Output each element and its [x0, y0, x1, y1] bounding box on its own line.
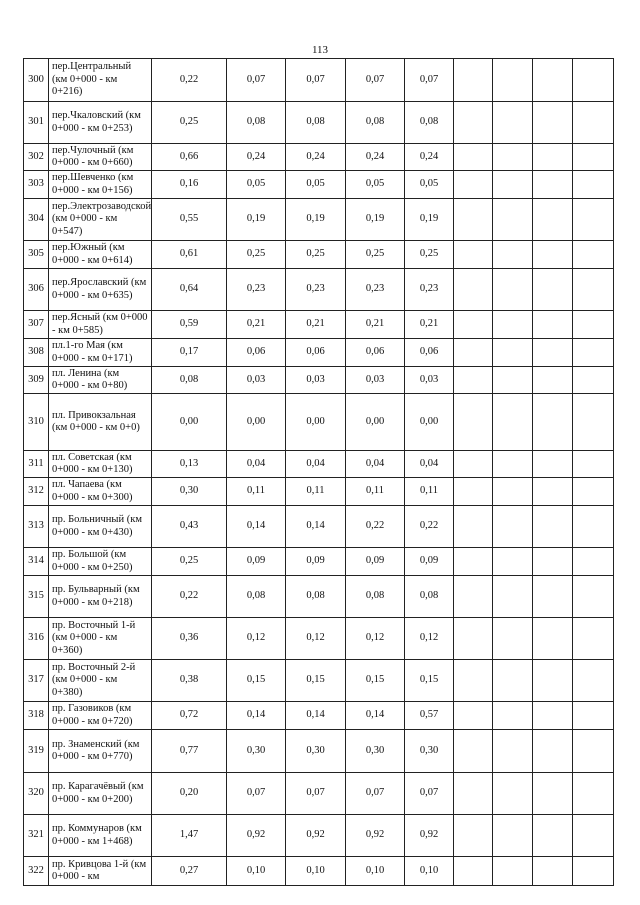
empty-cell: [454, 451, 493, 478]
value-cell: 0,25: [346, 241, 405, 269]
empty-cell: [454, 730, 493, 773]
value-cell: 0,30: [286, 730, 346, 773]
road-name: пер.Чкаловский (км 0+000 - км 0+253): [49, 102, 152, 144]
row-number: 304: [24, 199, 49, 241]
empty-cell: [493, 451, 533, 478]
empty-cell: [533, 171, 573, 199]
value-cell: 0,12: [346, 618, 405, 660]
row-number: 322: [24, 857, 49, 886]
value-cell: 0,30: [405, 730, 454, 773]
value-cell: 0,04: [346, 451, 405, 478]
empty-cell: [454, 857, 493, 886]
value-cell: 0,24: [286, 144, 346, 171]
empty-cell: [454, 339, 493, 367]
row-number: 302: [24, 144, 49, 171]
value-cell: 0,05: [346, 171, 405, 199]
value-cell: 0,92: [227, 815, 286, 857]
value-cell: 0,09: [405, 548, 454, 576]
road-name: пер.Центральный (км 0+000 - км 0+216): [49, 59, 152, 102]
empty-cell: [493, 478, 533, 506]
value-cell: 0,30: [227, 730, 286, 773]
road-name: пл. Советская (км 0+000 - км 0+130): [49, 451, 152, 478]
value-cell: 0,07: [286, 59, 346, 102]
table-row: [24, 339, 614, 367]
row-number: 305: [24, 241, 49, 269]
table-row: [24, 394, 614, 451]
row-number: 313: [24, 506, 49, 548]
value-cell: 0,06: [227, 339, 286, 367]
empty-cell: [454, 311, 493, 339]
value-cell: 0,03: [405, 367, 454, 394]
empty-cell: [454, 241, 493, 269]
row-number: 318: [24, 702, 49, 730]
empty-cell: [573, 171, 614, 199]
empty-cell: [533, 576, 573, 618]
table-row: [24, 660, 614, 702]
value-cell: 0,22: [152, 576, 227, 618]
table-row: [24, 171, 614, 199]
value-cell: 0,06: [346, 339, 405, 367]
value-cell: 0,15: [346, 660, 405, 702]
row-number: 317: [24, 660, 49, 702]
row-number: 310: [24, 394, 49, 451]
value-cell: 0,20: [152, 773, 227, 815]
roads-table: [23, 58, 614, 886]
empty-cell: [454, 815, 493, 857]
value-cell: 0,04: [286, 451, 346, 478]
row-number: 314: [24, 548, 49, 576]
empty-cell: [454, 660, 493, 702]
empty-cell: [533, 311, 573, 339]
empty-cell: [573, 59, 614, 102]
empty-cell: [454, 702, 493, 730]
empty-cell: [493, 660, 533, 702]
empty-cell: [573, 367, 614, 394]
value-cell: 0,23: [405, 269, 454, 311]
value-cell: 0,00: [227, 394, 286, 451]
empty-cell: [533, 367, 573, 394]
road-name: пр. Большой (км 0+000 - км 0+250): [49, 548, 152, 576]
empty-cell: [533, 241, 573, 269]
value-cell: 0,57: [405, 702, 454, 730]
table-row: [24, 199, 614, 241]
value-cell: 0,25: [405, 241, 454, 269]
value-cell: 0,25: [227, 241, 286, 269]
value-cell: 0,38: [152, 660, 227, 702]
empty-cell: [454, 618, 493, 660]
value-cell: 0,08: [227, 576, 286, 618]
page-number: 113: [311, 44, 329, 56]
empty-cell: [573, 241, 614, 269]
row-number: 309: [24, 367, 49, 394]
value-cell: 0,21: [286, 311, 346, 339]
value-cell: 0,13: [152, 451, 227, 478]
empty-cell: [493, 506, 533, 548]
value-cell: 0,10: [405, 857, 454, 886]
table-row: [24, 548, 614, 576]
empty-cell: [493, 618, 533, 660]
empty-cell: [533, 548, 573, 576]
empty-cell: [454, 506, 493, 548]
empty-cell: [573, 857, 614, 886]
value-cell: 0,24: [405, 144, 454, 171]
row-number: 308: [24, 339, 49, 367]
empty-cell: [454, 171, 493, 199]
value-cell: 1,47: [152, 815, 227, 857]
row-number: 312: [24, 478, 49, 506]
empty-cell: [533, 618, 573, 660]
value-cell: 0,14: [227, 506, 286, 548]
value-cell: 0,22: [405, 506, 454, 548]
table-row: [24, 618, 614, 660]
road-name: пр. Карагачёвый (км 0+000 - км 0+200): [49, 773, 152, 815]
empty-cell: [533, 144, 573, 171]
empty-cell: [533, 339, 573, 367]
road-name: пл. Чапаева (км 0+000 - км 0+300): [49, 478, 152, 506]
value-cell: 0,21: [227, 311, 286, 339]
table-row: [24, 506, 614, 548]
value-cell: 0,43: [152, 506, 227, 548]
value-cell: 0,04: [405, 451, 454, 478]
table-row: [24, 311, 614, 339]
value-cell: 0,07: [227, 773, 286, 815]
value-cell: 0,55: [152, 199, 227, 241]
empty-cell: [573, 773, 614, 815]
value-cell: 0,05: [286, 171, 346, 199]
value-cell: 0,03: [227, 367, 286, 394]
row-number: 301: [24, 102, 49, 144]
value-cell: 0,14: [346, 702, 405, 730]
road-name: пер.Ярославский (км 0+000 - км 0+635): [49, 269, 152, 311]
empty-cell: [493, 199, 533, 241]
value-cell: 0,22: [346, 506, 405, 548]
table-row: [24, 451, 614, 478]
value-cell: 0,10: [286, 857, 346, 886]
value-cell: 0,19: [286, 199, 346, 241]
empty-cell: [533, 815, 573, 857]
table-row: [24, 144, 614, 171]
value-cell: 0,92: [286, 815, 346, 857]
value-cell: 0,11: [286, 478, 346, 506]
value-cell: 0,15: [405, 660, 454, 702]
value-cell: 0,12: [227, 618, 286, 660]
empty-cell: [454, 478, 493, 506]
empty-cell: [573, 618, 614, 660]
road-name: пер.Шевченко (км 0+000 - км 0+156): [49, 171, 152, 199]
empty-cell: [573, 660, 614, 702]
value-cell: 0,24: [346, 144, 405, 171]
value-cell: 0,14: [286, 506, 346, 548]
value-cell: 0,19: [346, 199, 405, 241]
road-name: пл.1-го Мая (км 0+000 - км 0+171): [49, 339, 152, 367]
value-cell: 0,25: [152, 102, 227, 144]
table-body: [24, 59, 614, 886]
value-cell: 0,11: [405, 478, 454, 506]
value-cell: 0,06: [405, 339, 454, 367]
value-cell: 0,03: [346, 367, 405, 394]
empty-cell: [493, 702, 533, 730]
value-cell: 0,04: [227, 451, 286, 478]
value-cell: 0,08: [405, 576, 454, 618]
empty-cell: [493, 857, 533, 886]
value-cell: 0,61: [152, 241, 227, 269]
table-row: [24, 576, 614, 618]
value-cell: 0,09: [286, 548, 346, 576]
empty-cell: [454, 199, 493, 241]
empty-cell: [493, 269, 533, 311]
value-cell: 0,05: [227, 171, 286, 199]
row-number: 319: [24, 730, 49, 773]
empty-cell: [454, 367, 493, 394]
value-cell: 0,59: [152, 311, 227, 339]
table-row: [24, 102, 614, 144]
empty-cell: [493, 102, 533, 144]
table-row: [24, 702, 614, 730]
empty-cell: [533, 199, 573, 241]
value-cell: 0,09: [346, 548, 405, 576]
value-cell: 0,07: [405, 773, 454, 815]
empty-cell: [573, 730, 614, 773]
value-cell: 0,21: [346, 311, 405, 339]
road-name: пр. Восточный 1-й (км 0+000 - км 0+360): [49, 618, 152, 660]
table-row: [24, 241, 614, 269]
table-row: [24, 730, 614, 773]
value-cell: 0,07: [346, 59, 405, 102]
value-cell: 0,07: [286, 773, 346, 815]
table-row: [24, 815, 614, 857]
value-cell: 0,36: [152, 618, 227, 660]
empty-cell: [454, 394, 493, 451]
value-cell: 0,11: [227, 478, 286, 506]
value-cell: 0,92: [405, 815, 454, 857]
value-cell: 0,23: [227, 269, 286, 311]
road-name: пер.Ясный (км 0+000 - км 0+585): [49, 311, 152, 339]
value-cell: 0,19: [227, 199, 286, 241]
value-cell: 0,08: [227, 102, 286, 144]
value-cell: 0,08: [286, 576, 346, 618]
table-row: [24, 367, 614, 394]
row-number: 300: [24, 59, 49, 102]
empty-cell: [454, 576, 493, 618]
value-cell: 0,15: [227, 660, 286, 702]
empty-cell: [533, 269, 573, 311]
empty-cell: [533, 394, 573, 451]
value-cell: 0,17: [152, 339, 227, 367]
road-name: пр. Бульварный (км 0+000 - км 0+218): [49, 576, 152, 618]
empty-cell: [573, 102, 614, 144]
empty-cell: [573, 144, 614, 171]
value-cell: 0,10: [346, 857, 405, 886]
empty-cell: [573, 702, 614, 730]
empty-cell: [533, 730, 573, 773]
road-name: пр. Восточный 2-й (км 0+000 - км 0+380): [49, 660, 152, 702]
row-number: 321: [24, 815, 49, 857]
value-cell: 0,06: [286, 339, 346, 367]
value-cell: 0,03: [286, 367, 346, 394]
empty-cell: [533, 773, 573, 815]
value-cell: 0,12: [286, 618, 346, 660]
road-name: пр. Кривцова 1-й (км 0+000 - км: [49, 857, 152, 886]
road-name: пер.Чулочный (км 0+000 - км 0+660): [49, 144, 152, 171]
empty-cell: [533, 506, 573, 548]
value-cell: 0,08: [152, 367, 227, 394]
empty-cell: [533, 702, 573, 730]
empty-cell: [493, 339, 533, 367]
road-name: пл. Ленина (км 0+000 - км 0+80): [49, 367, 152, 394]
value-cell: 0,24: [227, 144, 286, 171]
road-name: пр. Коммунаров (км 0+000 - км 1+468): [49, 815, 152, 857]
empty-cell: [533, 478, 573, 506]
road-name: пер.Электрозаводской (км 0+000 - км 0+547): [49, 199, 152, 241]
empty-cell: [573, 576, 614, 618]
row-number: 306: [24, 269, 49, 311]
empty-cell: [493, 576, 533, 618]
empty-cell: [454, 144, 493, 171]
empty-cell: [573, 394, 614, 451]
value-cell: 0,30: [346, 730, 405, 773]
row-number: 303: [24, 171, 49, 199]
empty-cell: [493, 241, 533, 269]
empty-cell: [573, 506, 614, 548]
empty-cell: [533, 660, 573, 702]
empty-cell: [493, 815, 533, 857]
value-cell: 0,25: [286, 241, 346, 269]
empty-cell: [493, 548, 533, 576]
row-number: 307: [24, 311, 49, 339]
value-cell: 0,10: [227, 857, 286, 886]
empty-cell: [533, 59, 573, 102]
row-number: 316: [24, 618, 49, 660]
table-row: [24, 478, 614, 506]
empty-cell: [493, 730, 533, 773]
empty-cell: [493, 367, 533, 394]
value-cell: 0,00: [152, 394, 227, 451]
value-cell: 0,66: [152, 144, 227, 171]
road-name: пр. Знаменский (км 0+000 - км 0+770): [49, 730, 152, 773]
value-cell: 0,15: [286, 660, 346, 702]
empty-cell: [493, 311, 533, 339]
empty-cell: [573, 451, 614, 478]
value-cell: 0,92: [346, 815, 405, 857]
table-row: [24, 773, 614, 815]
empty-cell: [533, 857, 573, 886]
row-number: 315: [24, 576, 49, 618]
value-cell: 0,16: [152, 171, 227, 199]
value-cell: 0,14: [286, 702, 346, 730]
empty-cell: [573, 199, 614, 241]
road-name: пр. Больничный (км 0+000 - км 0+430): [49, 506, 152, 548]
value-cell: 0,19: [405, 199, 454, 241]
empty-cell: [533, 451, 573, 478]
empty-cell: [454, 59, 493, 102]
value-cell: 0,12: [405, 618, 454, 660]
table-row: [24, 857, 614, 886]
value-cell: 0,08: [346, 102, 405, 144]
empty-cell: [493, 773, 533, 815]
empty-cell: [573, 311, 614, 339]
empty-cell: [573, 478, 614, 506]
table-row: [24, 59, 614, 102]
value-cell: 0,00: [286, 394, 346, 451]
empty-cell: [454, 269, 493, 311]
value-cell: 0,07: [405, 59, 454, 102]
value-cell: 0,23: [346, 269, 405, 311]
road-name: пр. Газовиков (км 0+000 - км 0+720): [49, 702, 152, 730]
value-cell: 0,00: [346, 394, 405, 451]
empty-cell: [454, 548, 493, 576]
empty-cell: [573, 269, 614, 311]
empty-cell: [493, 394, 533, 451]
value-cell: 0,21: [405, 311, 454, 339]
value-cell: 0,22: [152, 59, 227, 102]
value-cell: 0,08: [405, 102, 454, 144]
empty-cell: [573, 815, 614, 857]
table-row: [24, 269, 614, 311]
value-cell: 0,77: [152, 730, 227, 773]
value-cell: 0,08: [346, 576, 405, 618]
value-cell: 0,09: [227, 548, 286, 576]
road-name: пер.Южный (км 0+000 - км 0+614): [49, 241, 152, 269]
value-cell: 0,05: [405, 171, 454, 199]
value-cell: 0,08: [286, 102, 346, 144]
empty-cell: [493, 144, 533, 171]
value-cell: 0,07: [227, 59, 286, 102]
road-name: пл. Привокзальная (км 0+000 - км 0+0): [49, 394, 152, 451]
value-cell: 0,14: [227, 702, 286, 730]
empty-cell: [573, 339, 614, 367]
empty-cell: [454, 102, 493, 144]
value-cell: 0,27: [152, 857, 227, 886]
value-cell: 0,25: [152, 548, 227, 576]
empty-cell: [493, 59, 533, 102]
value-cell: 0,23: [286, 269, 346, 311]
value-cell: 0,64: [152, 269, 227, 311]
row-number: 311: [24, 451, 49, 478]
value-cell: 0,00: [405, 394, 454, 451]
value-cell: 0,72: [152, 702, 227, 730]
value-cell: 0,11: [346, 478, 405, 506]
empty-cell: [493, 171, 533, 199]
empty-cell: [454, 773, 493, 815]
empty-cell: [533, 102, 573, 144]
value-cell: 0,30: [152, 478, 227, 506]
empty-cell: [573, 548, 614, 576]
row-number: 320: [24, 773, 49, 815]
value-cell: 0,07: [346, 773, 405, 815]
